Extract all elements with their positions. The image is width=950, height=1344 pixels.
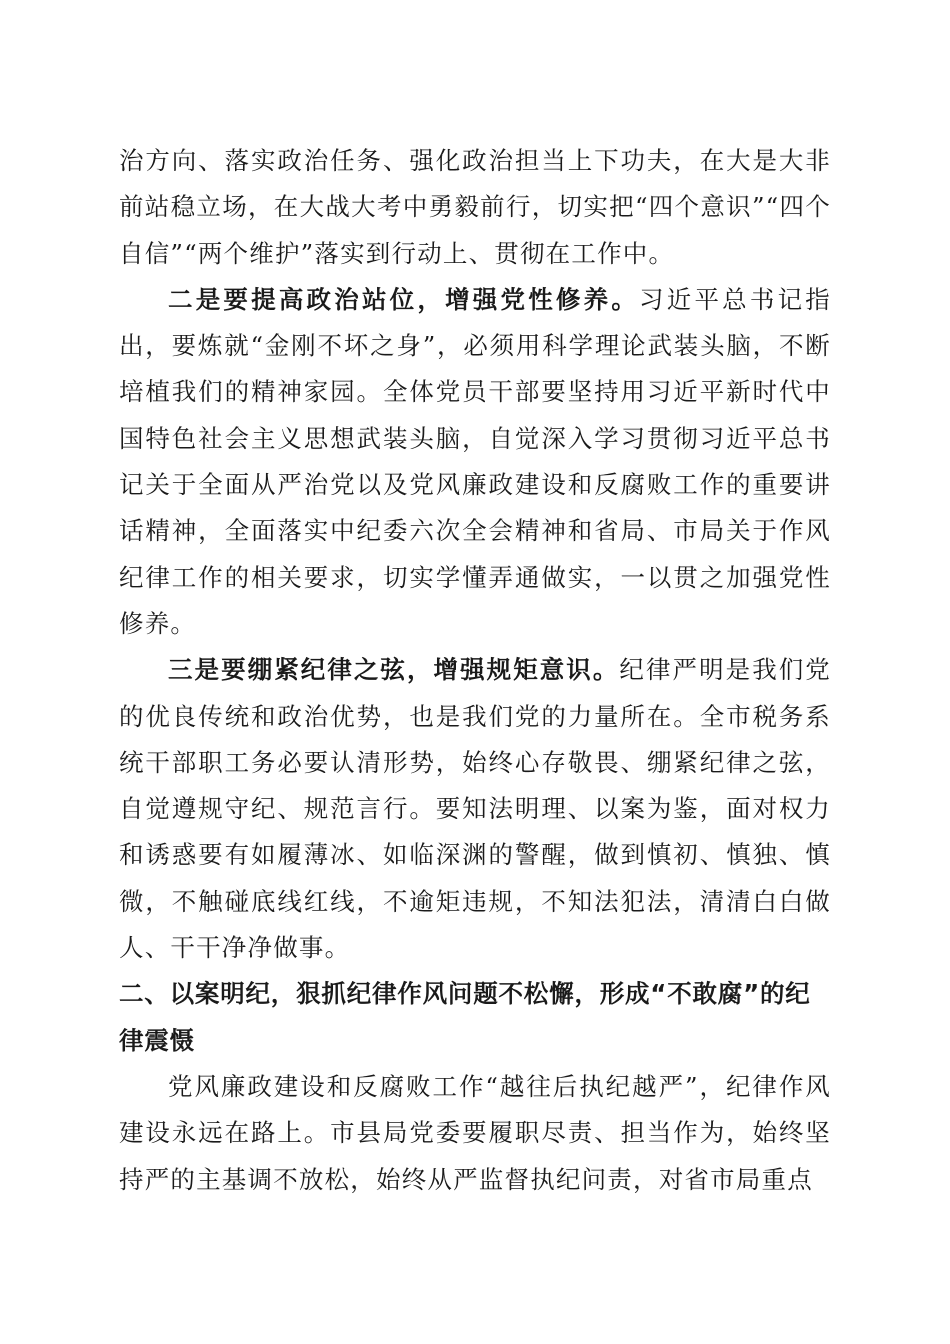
- paragraph-discipline: [119, 647, 831, 971]
- document-body: [119, 138, 831, 1203]
- paragraph-political-stance: [119, 277, 831, 647]
- section-heading: 二、以案明纪，狠抓纪律作风问题不松懈，形成“不敢腐”的纪律震慑: [119, 979, 811, 1055]
- paragraph-lead: 二是要提高政治站位，增强党性修养。: [168, 284, 640, 314]
- paragraph-text: 治方向、落实政治任务、强化政治担当上下功夫，在大是大非前站稳立场，在大战大考中勇毅前行，切实把“四个意识”“四个自信”“两个维护”落实到行动上、贯彻在工作中。: [119, 146, 831, 268]
- paragraph-text: 纪律严明是我们党的优良传统和政治优势，也是我们党的力量所在。全市税务系统干部职工务必要认清形势，始终心存敬畏、绷紧纪律之弦，自觉遵规守纪、规范言行。要知法明理、以案为鉴，面对权力和诱惑要有如履薄冰、如临深渊的警醒，做到慎初、慎独、慎微，不触碰底线红线，不逾矩违规，不知法犯法，清清白白做人、干干净净做事。: [119, 655, 831, 963]
- paragraph-lead: 三是要绷紧纪律之弦，增强规矩意识。: [168, 655, 620, 685]
- paragraph-continuation: [119, 138, 831, 277]
- paragraph-text: 习近平总书记指出，要炼就“金刚不坏之身”，必须用科学理论武装头脑，不断培植我们的精神家园。全体党员干部要坚持用习近平新时代中国特色社会主义思想武装头脑，自觉深入学习贯彻习近平总书记关于全面从严治党以及党风廉政建设和反腐败工作的重要讲话精神，全面落实中纪委六次全会精神和省局、市局关于作风纪律工作的相关要求，切实学懂弄通做实，一以贯之加强党性修养。: [119, 284, 831, 638]
- paragraph-text: 党风廉政建设和反腐败工作“越往后执纪越严”，纪律作风建设永远在路上。市县局党委要履职尽责、担当作为，始终坚持严的主基调不放松，始终从严监督执纪问责，对省市局重点: [119, 1071, 831, 1194]
- paragraph-closing: [119, 1064, 831, 1203]
